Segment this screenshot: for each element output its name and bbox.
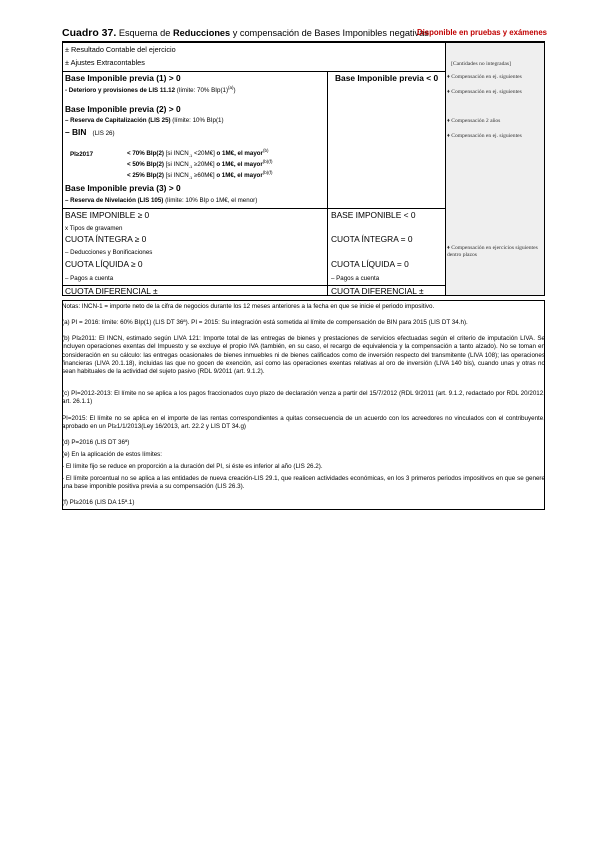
table-number: Cuadro 37. — [62, 27, 117, 39]
bip1-sub — [65, 84, 236, 94]
notes-bottom-divider — [62, 509, 545, 510]
note-c: (c) PI=2012-2013: El límite no se aplica a los pagos fraccionados cuyo plazo de declaración venza a partir del 15/7/2012 (RDL 9/2011 (art. 9.1.2, redactado por RDL 20/2012, art. 26.1.1) — [62, 390, 545, 406]
note-e2: - El límite porcentual no se aplica a las entidades de nueva creación-LIS 29.1, que realicen actividades económicas, en los 3 primeros periodos impositivos en que se genere una base imponible positiva previa a su compensación (LIS 26.3). — [62, 475, 545, 491]
bin-limit-2 — [127, 158, 273, 170]
scheme-line-2: ± Ajustes Extracontables — [65, 58, 145, 67]
cuota-diferencial-left: CUOTA DIFERENCIAL ± — [65, 286, 158, 296]
divider-vertical-middle — [327, 71, 328, 295]
bip1-sub-limit: (límite: 70% BIp(1) — [175, 87, 229, 94]
bin-limit-1 — [127, 147, 269, 159]
title-text-post: y compensación de Bases Imponibles negativas — [230, 28, 429, 38]
bi-positive: BASE IMPONIBLE ≥ 0 — [65, 210, 150, 220]
bin-limit-2-sub: -1 — [188, 164, 193, 170]
bin-ref: (LIS 26) — [92, 130, 115, 137]
sidebar-title: [Cantidades no integradas] — [451, 61, 511, 67]
pi2017-label: PI≥2017 — [70, 151, 94, 158]
bin-limit-1-sub: -1 — [188, 153, 193, 159]
bin-limit-1-range: <20M€] — [192, 150, 217, 157]
bip1-sub-close: ) — [233, 87, 236, 94]
bin-limit-3-sup: (b)(f) — [262, 169, 273, 175]
notes-right-border — [544, 300, 545, 509]
bin-limit-1-cond: [si INCN — [163, 150, 189, 157]
bin-label: – BIN — [65, 127, 87, 137]
notes-left-border — [62, 300, 63, 509]
sidebar-item-3: ♦ Compensación 2 años — [447, 118, 501, 124]
bin-limit-3-alt: o 1M€, el mayor — [216, 172, 263, 179]
bip2-sub — [65, 117, 224, 124]
bip3-sub-bold: – Reserva de Nivelación (LIS 105) — [65, 197, 164, 204]
cuota-integra-positive: CUOTA ÍNTEGRA ≥ 0 — [65, 234, 147, 244]
bin-limit-2-range: ≥20M€] — [192, 161, 217, 168]
note-b: (b) PI≥2011: El INCN, estimado según LIVA 121: Importe total de las entregas de bienes y prestaciones de servicios efectuadas según el criterio de imputación LIVA. Se incluyen operaciones exentas del Impuesto y se excluye el propio IVA (también, en su caso, el recargo de equivalencia y la compensación a tanto alzado). No se toman en consideración en su cálculo: las entregas ocasionales de bienes inmuebles ni de bienes calificados como de inversión respecto del transmitente (LIVA 108); las operaciones financieras (LIVA 20.1.18), incluidas las que no gocen de exención, así como las operaciones exentas relativas al oro de inversión (LIVA 140 bis), cuando unas y otras no sean habituales de la actividad del sujeto pasivo (RDL 9/2011 (art. 9.1.2). — [62, 335, 545, 376]
title-row — [62, 27, 547, 41]
bin-limit-2-pct: < 50% BIp(2) — [127, 161, 164, 168]
title-text-bold: Reducciones — [172, 28, 231, 38]
pagos-cuenta-right: – Pagos a cuenta — [331, 275, 380, 282]
note-a: (a) PI = 2016: límite: 60% BIp(1) (LIS DT 36ª). PI = 2015: Su integración está sometida al límite de compensación de BIN para 2015 (LIS DT 34.h). — [62, 319, 468, 326]
bip1-sup: (a) — [228, 84, 234, 90]
bip2-sub-bold: – Reserva de Capitalización (LIS 25) — [65, 117, 171, 124]
sidebar-item-5-cont: dentro plazos — [447, 252, 477, 258]
bin-limit-2-sup: (b)(f) — [262, 158, 273, 164]
note-e1: - El límite fijo se reduce en proporción a la duración del PI, si éste es inferior al año (LIS 26.2). — [62, 463, 323, 470]
sidebar-item-4: ♦ Compensación en ej. siguientes — [447, 133, 522, 139]
cuota-integra-zero: CUOTA ÍNTEGRA = 0 — [331, 234, 413, 244]
deducciones: – Deducciones y Bonificaciones — [65, 249, 153, 256]
table-title — [62, 27, 429, 39]
bip1-heading: Base Imponible previa (1) > 0 — [65, 73, 181, 83]
title-text-pre: Esquema de — [116, 28, 173, 38]
notes-divider — [62, 300, 545, 301]
bin-limit-1-sup: (b) — [262, 147, 269, 153]
scheme-line-1: ± Resultado Contable del ejercicio — [65, 45, 176, 54]
cuota-liquida-positive: CUOTA LÍQUIDA ≥ 0 — [65, 259, 143, 269]
bin-limit-3-sub: -1 — [188, 175, 193, 181]
divider-h1 — [62, 71, 445, 72]
bin-limit-1-alt: o 1M€, el mayor — [216, 150, 263, 157]
sidebar-item-5: ♦ Compensación en ejercicios siguientes — [447, 245, 538, 251]
cuota-liquida-zero: CUOTA LÍQUIDA = 0 — [331, 259, 409, 269]
note-e: (e) En la aplicación de estos límites: — [62, 451, 163, 458]
divider-h2 — [62, 208, 445, 209]
cuota-diferencial-right: CUOTA DIFERENCIAL ± — [331, 286, 424, 296]
bin-limit-3 — [127, 169, 273, 181]
bin-limit-2-cond: [si INCN — [163, 161, 189, 168]
bip3-sub — [65, 197, 257, 204]
sidebar-item-2: ♦ Compensación en ej. siguientes — [447, 89, 522, 95]
note-d: (d) P=2016 (LIS DT 36ª) — [62, 439, 130, 446]
availability-note: Disponible en pruebas y exámenes — [417, 28, 547, 37]
bip3-sub-limit: (límite: 10% BIp o 1M€, el menor) — [163, 197, 258, 204]
note-f: (f) PI≥2016 (LIS DA 15ª.1) — [62, 499, 135, 506]
bip2-sub-limit: (límite: 10% BIp(1) — [170, 117, 224, 124]
bin-limit-3-range: ≥60M€] — [192, 172, 217, 179]
bin-limit-3-pct: < 25% BIp(2) — [127, 172, 164, 179]
bi-negative: BASE IMPONIBLE < 0 — [331, 210, 416, 220]
bin-line — [65, 128, 115, 137]
bip2-heading: Base Imponible previa (2) > 0 — [65, 104, 181, 114]
bin-limit-1-pct: < 70% BIp(2) — [127, 150, 164, 157]
tipos-gravamen: x Tipos de gravamen — [65, 225, 123, 232]
bip3-heading: Base Imponible previa (3) > 0 — [65, 183, 181, 193]
bip1-sub-bold: - Deterioro y provisiones de LIS 11.12 — [65, 87, 176, 94]
bin-limit-2-alt: o 1M€, el mayor — [216, 161, 263, 168]
pagos-cuenta-left: – Pagos a cuenta — [65, 275, 114, 282]
note-c2: PI=2015: El límite no se aplica en el importe de las rentas correspondientes a quitas consecuencia de un acuerdo con los acreedores no vinculados con el contribuyente, aprobado en un PI≥1/1/2013(Ley 16/2013, art. 22.2 y LIS DT 34.g) — [62, 415, 545, 431]
divider-vertical-right — [445, 43, 446, 295]
sidebar-item-1: ♦ Compensación en ej. siguientes — [447, 74, 522, 80]
bip-negative-heading: Base Imponible previa < 0 — [335, 73, 439, 83]
bin-limit-3-cond: [si INCN — [163, 172, 189, 179]
note-incn: Notas: INCN-1 = importe neto de la cifra de negocios durante los 12 meses anteriores a la fecha en que se inicie el periodo impositivo. — [62, 303, 435, 310]
